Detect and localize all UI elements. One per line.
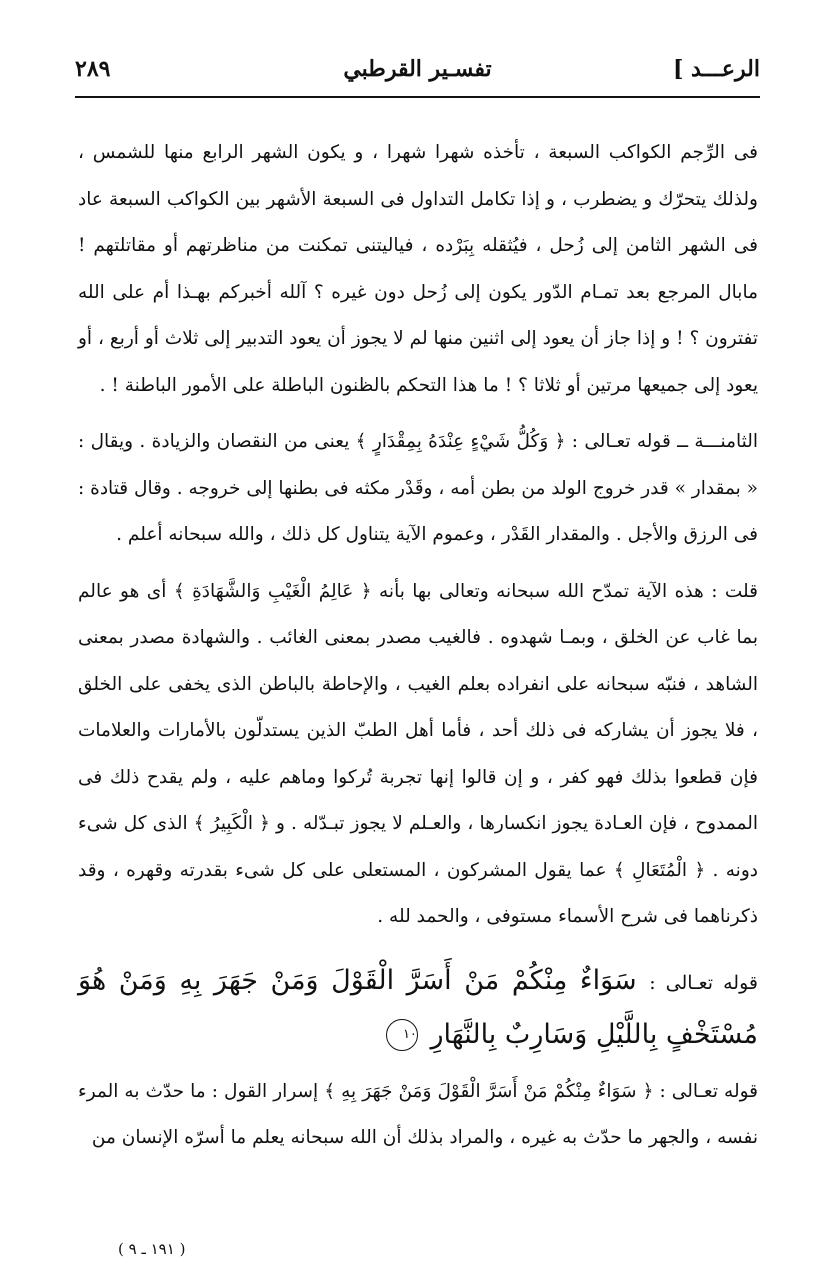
printer-signature: ( ١٩١ ـ ٩ ) — [118, 1240, 186, 1258]
paragraph-final: قوله تعـالى : ﴿ سَوَاءٌ مِنْكُمْ مَنْ أَسَرَّ الْقَوْلَ وَمَنْ جَهَرَ بِهِ ﴾ إسرار القول : ما حدّث به المرء نفسه ، والجهر ما حدّث به غيره ، والمراد بذلك أن الله سبحانه يعلم ما أسرّه الإنسان من — [78, 1080, 758, 1148]
page-header — [75, 50, 760, 96]
verse-number-medallion: ١٠ — [386, 1019, 418, 1051]
paragraph-1: فى الرِّجم الكواكب السبعة ، تأخذه شهرا شهرا ، و يكون الشهر الرابع منها للشمس ، ولذلك يتحرّك و يضطرب ، و إذا تكامل التداول فى السبعة الأشهر بين الكواكب السبعة عاد فى الشهر الثامن إلى زُحل ، فيُثقله بِبَرْده ، فياليتنى تمكنت من مناظرتهم أو مقاتلتهم ! مابال المرجع بعد تمـام الدّور يكون إلى زُحل دون غيره ؟ آلله أخبركم بهـذا أم على الله تفترون ؟ ! و إذا جاز أن يعود إلى اثنين منها لم لا يجوز أن يعود التدبير إلى ثلاث أو أربع ، أو يعود إلى جميعها مرتين أو ثلاثا ؟ ! ما هذا التحكم بالظنون الباطلة على الأمور الباطنة ! . — [78, 142, 758, 396]
page-number: ٢٨٩ — [75, 56, 111, 82]
quran-verse — [78, 955, 758, 1061]
header-rule — [75, 96, 760, 98]
book-title: تفسـير القرطبي — [343, 56, 492, 82]
verse-text: سَوَاءٌ مِنْكُمْ مَنْ أَسَرَّ الْقَوْلَ وَمَنْ جَهَرَ بِهِ وَمَنْ هُوَ مُسْتَخْفٍ بِاللَّيْلِ وَسَارِبٌ بِالنَّهَارِ — [78, 964, 758, 1050]
paragraph-3: قلت : هذه الآية تمدّح الله سبحانه وتعالى بها بأنه ﴿ عَالِمُ الْغَيْبِ وَالشَّهَادَةِ ﴾ أى هو عالم بما غاب عن الخلق ، وبمـا شهدوه . فالغيب مصدر بمعنى الغائب . والشهادة مصدر بمعنى الشاهد ، فنبّه سبحانه على انفراده بعلم الغيب ، والإحاطة بالباطن الذى يخفى على الخلق ، فلا يجوز أن يشاركه فى ذلك أحد ، فأما أهل الطبّ الذين يستدلّون بالأمارات والعلامات فإن قطعوا بذلك فهو كفر ، و إن قالوا إنها تجربة تُركوا وماهم عليه ، ولم يقدح ذلك فى الممدوح ، فإن العـادة يجوز انكسارها ، والعـلم لا يجوز تبـدّله . و ﴿ الْكَبِيرُ ﴾ الذى كل شىء دونه . ﴿ الْمُتَعَالِ ﴾ عما يقول المشركون ، المستعلى على كل شىء بقدرته وقهره ، وقد ذكرناهما فى شرح الأسماء مستوفى ، والحمد لله . — [78, 580, 758, 927]
surah-title: الرعـــد ] — [672, 56, 760, 82]
page-body — [78, 130, 758, 1162]
verse-lead: قوله تعـالى : — [649, 971, 758, 994]
paragraph-2: الثامنـــة ــ قوله تعـالى : ﴿ وَكُلُّ شَيْءٍ عِنْدَهُ بِمِقْدَارٍ ﴾ يعنى من النقصان والزيادة . ويقال : « بمقدار » قدر خروج الولد من بطن أمه ، وقَدْر مكثه فى بطنها إلى خروجه . وقال قتادة : فى الرزق والأجل . والمقدار القَدْر ، وعموم الآية يتناول كل ذلك ، والله سبحانه أعلم . — [78, 431, 758, 545]
